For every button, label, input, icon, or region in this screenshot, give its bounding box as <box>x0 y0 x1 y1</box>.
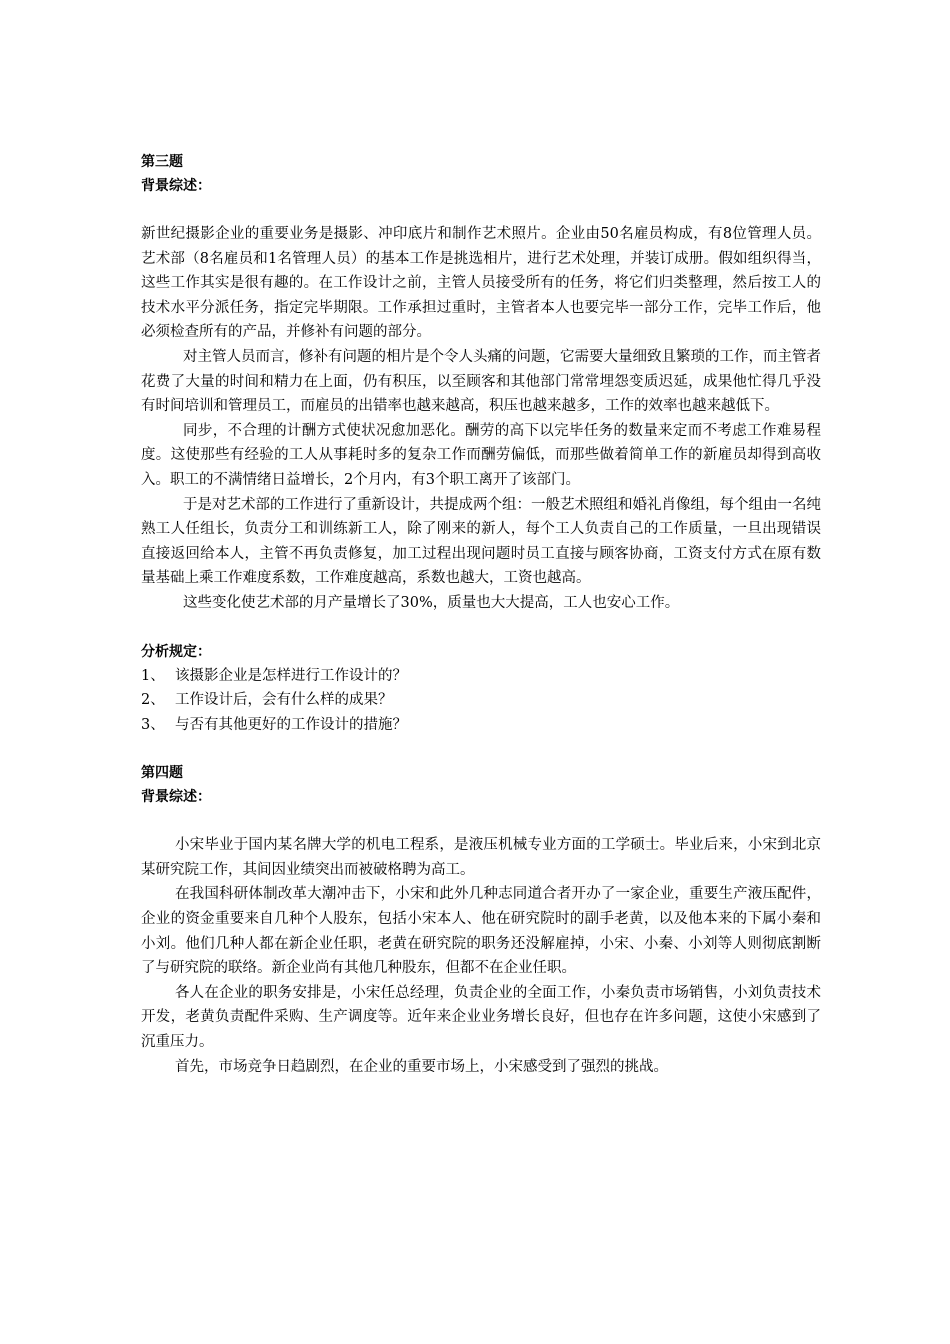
question-item <box>141 688 821 713</box>
question-number: 2、 <box>141 692 165 709</box>
question-item <box>141 713 821 738</box>
section3-paragraph-5: 这些变化使艺术部的月产量增长了30%，质量也大大提高，工人也安心工作。 <box>183 594 680 611</box>
section3-analysis-label: 分析规定： <box>141 643 211 660</box>
spacer <box>141 809 821 833</box>
section4-background-label: 背景综述： <box>141 789 211 806</box>
section3-paragraph-1: 新世纪摄影企业的重要业务是摄影、冲印底片和制作艺术照片。企业由50名雇员构成，有8位管理人员。艺术部（8名雇员和1名管理人员）的基本工作是挑选相片，进行艺术处理，并装订成册。假如组织得当，这些工作其实是很有趣的。在工作设计之前，主管人员接受所有的任务，将它们归类整理，然后按工人的技术水平分派任务，指定完毕期限。工作承担过重时，主管者本人也要完毕一部分工作，完毕工作后，他必须检查所有的产品，并修补有问题的部分。 <box>141 226 821 341</box>
question-number: 3、 <box>141 716 165 733</box>
question-text: 与否有其他更好的工作设计的措施？ <box>175 716 407 733</box>
section3-background-label: 背景综述： <box>141 178 211 194</box>
spacer <box>141 198 821 222</box>
question-item <box>141 664 821 689</box>
section4-paragraph-4: 首先，市场竞争日趋剧烈，在企业的重要市场上，小宋感受到了强烈的挑战。 <box>175 1058 668 1075</box>
spacer <box>141 737 821 761</box>
question-text: 该摄影企业是怎样进行工作设计的？ <box>175 667 407 684</box>
section3-paragraph-2: 对主管人员而言，修补有问题的相片是个令人头痛的问题，它需要大量细致且繁琐的工作，而主管者花费了大量的时间和精力在上面，仍有积压，以至顾客和其他部门常常埋怨变质迟延，成果他忙得几乎没有时间培训和管理员工，而雇员的出错率也越来越高，积压也越来越多，工作的效率也越来越低下。 <box>141 348 821 415</box>
question-text: 工作设计后，会有什么样的成果？ <box>175 692 393 709</box>
spacer <box>141 616 821 640</box>
section4-paragraph-3: 各人在企业的职务安排是，小宋任总经理，负责企业的全面工作，小秦负责市场销售，小刘负责技术开发，老黄负责配件采购、生产调度等。近年来企业业务增长良好，但也存在许多问题，这使小宋感到了沉重压力。 <box>141 984 821 1051</box>
section4-paragraph-1: 小宋毕业于国内某名牌大学的机电工程系，是液压机械专业方面的工学硕士。毕业后来，小宋到北京某研究院工作，其间因业绩突出而被破格聘为高工。 <box>141 837 821 878</box>
section4-title: 第四题 <box>141 765 183 782</box>
document-page <box>141 150 821 1079</box>
section4-paragraph-2: 在我国科研体制改革大潮冲击下，小宋和此外几种志同道合者开办了一家企业，重要生产液压配件，企业的资金重要来自几种个人股东，包括小宋本人、他在研究院时的副手老黄，以及他本来的下属小秦和小刘。他们几种人都在新企业任职，老黄在研究院的职务还没解雇掉，小宋、小秦、小刘等人则彻底割断了与研究院的联络。新企业尚有其他几种股东，但都不在企业任职。 <box>141 886 821 977</box>
question-number: 1、 <box>141 667 165 684</box>
section3-paragraph-3: 同步，不合理的计酬方式使状况愈加恶化。酬劳的高下以完毕任务的数量来定而不考虑工作难易程度。这使那些有经验的工人从事耗时多的复杂工作而酬劳偏低，而那些做着简单工作的新雇员却得到高收入。职工的不满情绪日益增长，2个月内，有3个职工离开了该部门。 <box>141 422 821 488</box>
section3-paragraph-4: 于是对艺术部的工作进行了重新设计，共提成两个组：一般艺术照组和婚礼肖像组，每个组由一名纯熟工人任组长，负责分工和训练新工人，除了刚来的新人，每个工人负责自己的工作质量，一旦出现错误直接返回给本人，主管不再负责修复，加工过程出现问题时员工直接与顾客协商，工资支付方式在原有数量基础上乘工作难度系数，工作难度越高，系数也越大，工资也越高。 <box>141 496 821 587</box>
section3-title: 第三题 <box>141 154 183 170</box>
